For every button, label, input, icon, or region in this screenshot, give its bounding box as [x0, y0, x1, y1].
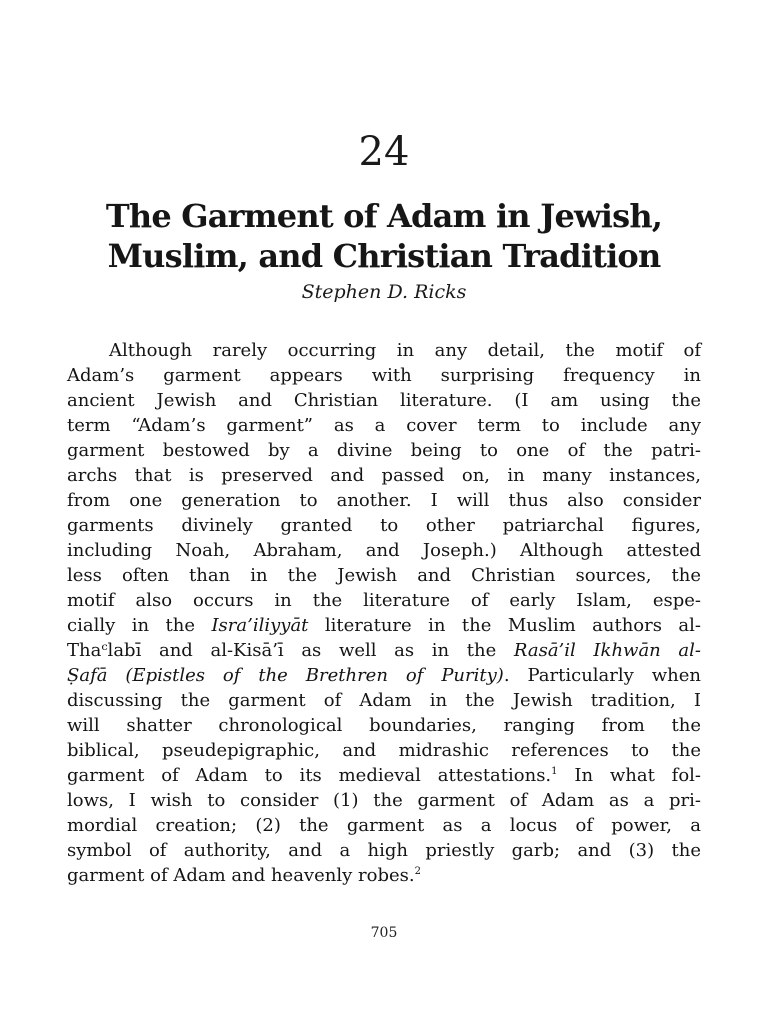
chapter-title-line-1: The Garment of Adam in Jewish, [105, 197, 663, 235]
body-line [67, 613, 701, 638]
body-line: motif also occurs in the literature of early Islam, espe- [67, 590, 701, 611]
body-text: In what fol- [557, 765, 701, 786]
body-line: lows, I wish to consider (1) the garment of Adam as a pri- [67, 790, 701, 811]
chapter-number: 24 [358, 129, 410, 175]
italic-title: Ṣafā (Epistles of the Brethren of Purity) [67, 665, 504, 686]
body-text: cially in the [67, 615, 212, 636]
body-line [67, 638, 701, 663]
body-line: from one generation to another. I will thus also consider [67, 490, 701, 511]
body-line: garment bestowed by a divine being to one of the patri- [67, 440, 701, 461]
body-line: ancient Jewish and Christian literature. (I am using the [67, 390, 701, 411]
body-line: Although rarely occurring in any detail, the motif of [109, 340, 701, 361]
body-line: term “Adam’s garment” as a cover term to include any [67, 415, 701, 436]
body-text: garment of Adam to its medieval attestations. [67, 765, 552, 786]
footnote-ref-1[interactable]: 1 [551, 766, 558, 777]
footnote-ref-2[interactable]: 2 [414, 866, 421, 877]
italic-title: Rasā’il Ikhwān al- [513, 640, 701, 661]
body-line: discussing the garment of Adam in the Jewish tradition, I [67, 690, 701, 711]
italic-term: Isra’iliyyāt [211, 615, 309, 636]
body-line: garments divinely granted to other patriarchal figures, [67, 515, 701, 536]
body-text: garment of Adam and heavenly robes. [67, 865, 415, 886]
body-line: mordial creation; (2) the garment as a locus of power, a [67, 815, 701, 836]
chapter-title [0, 196, 768, 276]
body-line: will shatter chronological boundaries, ranging from the [67, 715, 701, 736]
body-line [67, 863, 701, 888]
body-line: symbol of authority, and a high priestly garb; and (3) the [67, 840, 701, 861]
body-line [67, 763, 701, 788]
body-text: . Particularly when [503, 665, 701, 686]
body-paragraph [67, 338, 701, 888]
body-text: literature in the Muslim authors al- [308, 615, 702, 636]
page-number: 705 [370, 925, 398, 941]
body-line [67, 663, 701, 688]
body-text: Thaᶜlabī and al-Kisā’ī as well as in the [67, 640, 514, 661]
author-name: Stephen D. Ricks [301, 281, 467, 303]
body-line: Adam’s garment appears with surprising frequency in [67, 365, 701, 386]
chapter-title-line-2: Muslim, and Christian Tradition [107, 237, 661, 275]
body-line: less often than in the Jewish and Christian sources, the [67, 565, 701, 586]
body-line: archs that is preserved and passed on, in many instances, [67, 465, 701, 486]
body-line: including Noah, Abraham, and Joseph.) Although attested [67, 540, 701, 561]
body-line: biblical, pseudepigraphic, and midrashic references to the [67, 740, 701, 761]
